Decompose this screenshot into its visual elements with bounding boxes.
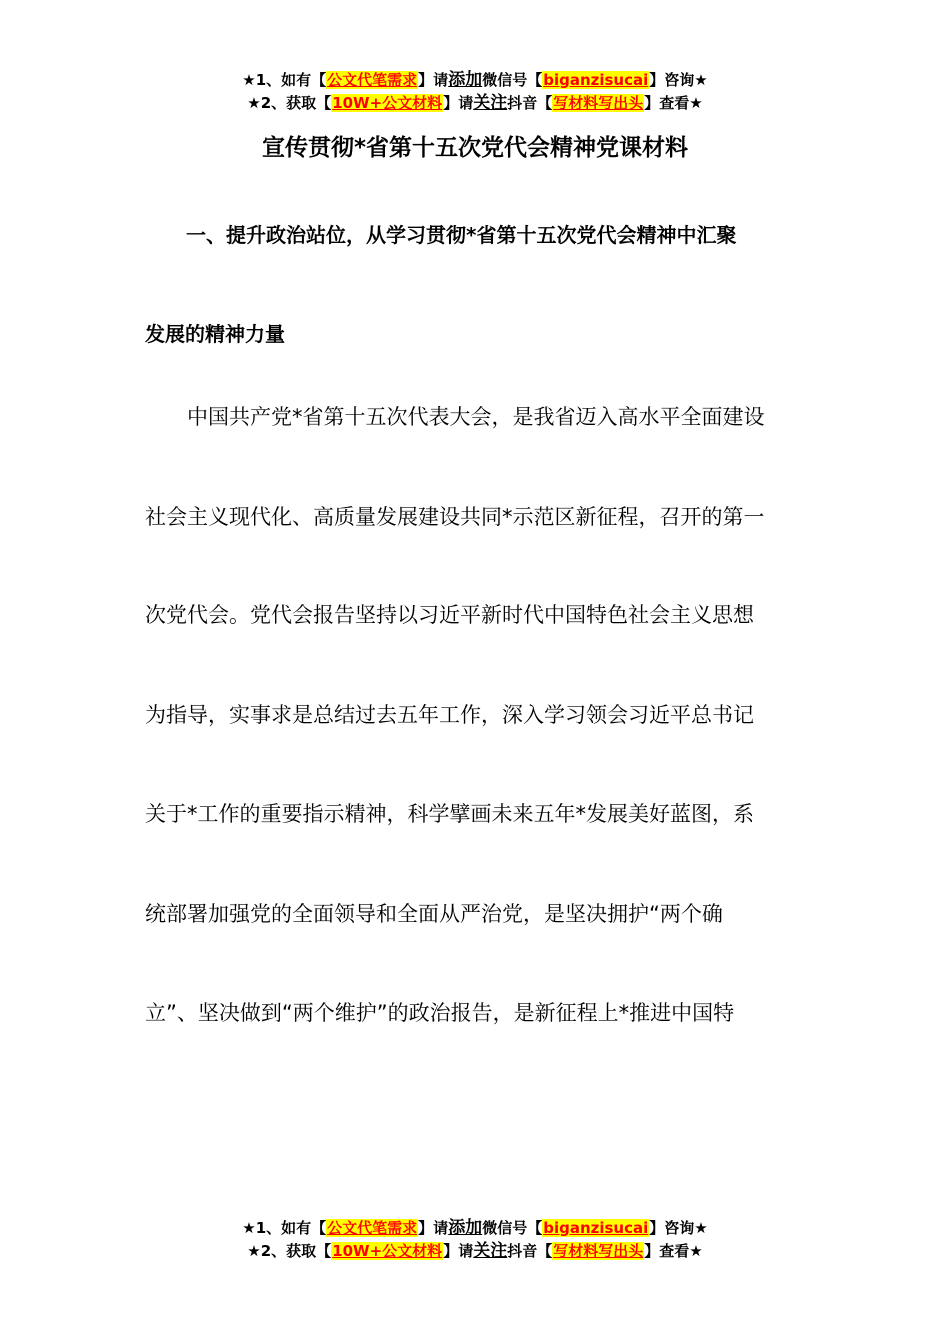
banner-emphasis: 添加 — [448, 1218, 483, 1238]
banner-text: 】查看★ — [644, 1242, 703, 1260]
banner-text: 微信号【 — [482, 71, 543, 89]
banner-emphasis: 关注 — [473, 93, 508, 113]
highlight-materials: 10W+公文材料 — [332, 94, 443, 112]
highlight-service: 公文代笔需求 — [327, 71, 418, 89]
banner-text: 】咨询★ — [649, 71, 708, 89]
paragraph-line: 社会主义现代化、高质量发展建设共同*示范区新征程，召开的第一 — [145, 505, 765, 529]
paragraph-line: 为指导，实事求是总结过去五年工作，深入学习领会习近平总书记 — [145, 703, 754, 727]
header-banner — [0, 69, 950, 115]
banner-text: ★2、获取【 — [247, 1242, 332, 1260]
highlight-wechat-id: biganzisucai — [543, 71, 649, 89]
banner-text: ★1、如有【 — [242, 71, 327, 89]
paragraph-line: 次党代会。党代会报告坚持以习近平新时代中国特色社会主义思想 — [145, 603, 754, 627]
banner-text: ★1、如有【 — [242, 1219, 327, 1237]
highlight-materials: 10W+公文材料 — [332, 1242, 443, 1260]
section-heading-line-2: 发展的精神力量 — [145, 322, 285, 346]
banner-text: 】请 — [418, 1219, 449, 1237]
banner-text: 】咨询★ — [649, 1219, 708, 1237]
highlight-wechat-id: biganzisucai — [543, 1219, 649, 1237]
paragraph-line: 统部署加强党的全面领导和全面从严治党，是坚决拥护“两个确 — [145, 902, 723, 926]
highlight-service: 公文代笔需求 — [327, 1219, 418, 1237]
banner-text: ★2、获取【 — [247, 94, 332, 112]
paragraph-line: 立”、坚决做到“两个维护”的政治报告，是新征程上*推进中国特 — [145, 1001, 735, 1025]
banner-line-2 — [0, 92, 950, 115]
paragraph-line: 中国共产党*省第十五次代表大会，是我省迈入高水平全面建设 — [145, 405, 765, 429]
banner-text: 】请 — [443, 94, 474, 112]
footer-banner — [0, 1217, 950, 1263]
banner-text: 抖音【 — [507, 1242, 553, 1260]
banner-text: 抖音【 — [507, 94, 553, 112]
highlight-douyin-account: 写材料写出头 — [553, 94, 644, 112]
highlight-douyin-account: 写材料写出头 — [553, 1242, 644, 1260]
banner-line-2 — [0, 1240, 950, 1263]
banner-text: 微信号【 — [482, 1219, 543, 1237]
banner-text: 】查看★ — [644, 94, 703, 112]
section-heading-line-1: 一、提升政治站位，从学习贯彻*省第十五次党代会精神中汇聚 — [186, 223, 737, 247]
paragraph-line: 关于*工作的重要指示精神，科学擘画未来五年*发展美好蓝图，系 — [145, 802, 754, 826]
banner-emphasis: 添加 — [448, 70, 483, 90]
banner-emphasis: 关注 — [473, 1241, 508, 1261]
banner-line-1 — [0, 69, 950, 92]
banner-line-1 — [0, 1217, 950, 1240]
banner-text: 】请 — [443, 1242, 474, 1260]
banner-text: 】请 — [418, 71, 449, 89]
document-title: 宣传贯彻*省第十五次党代会精神党课材料 — [261, 135, 689, 161]
